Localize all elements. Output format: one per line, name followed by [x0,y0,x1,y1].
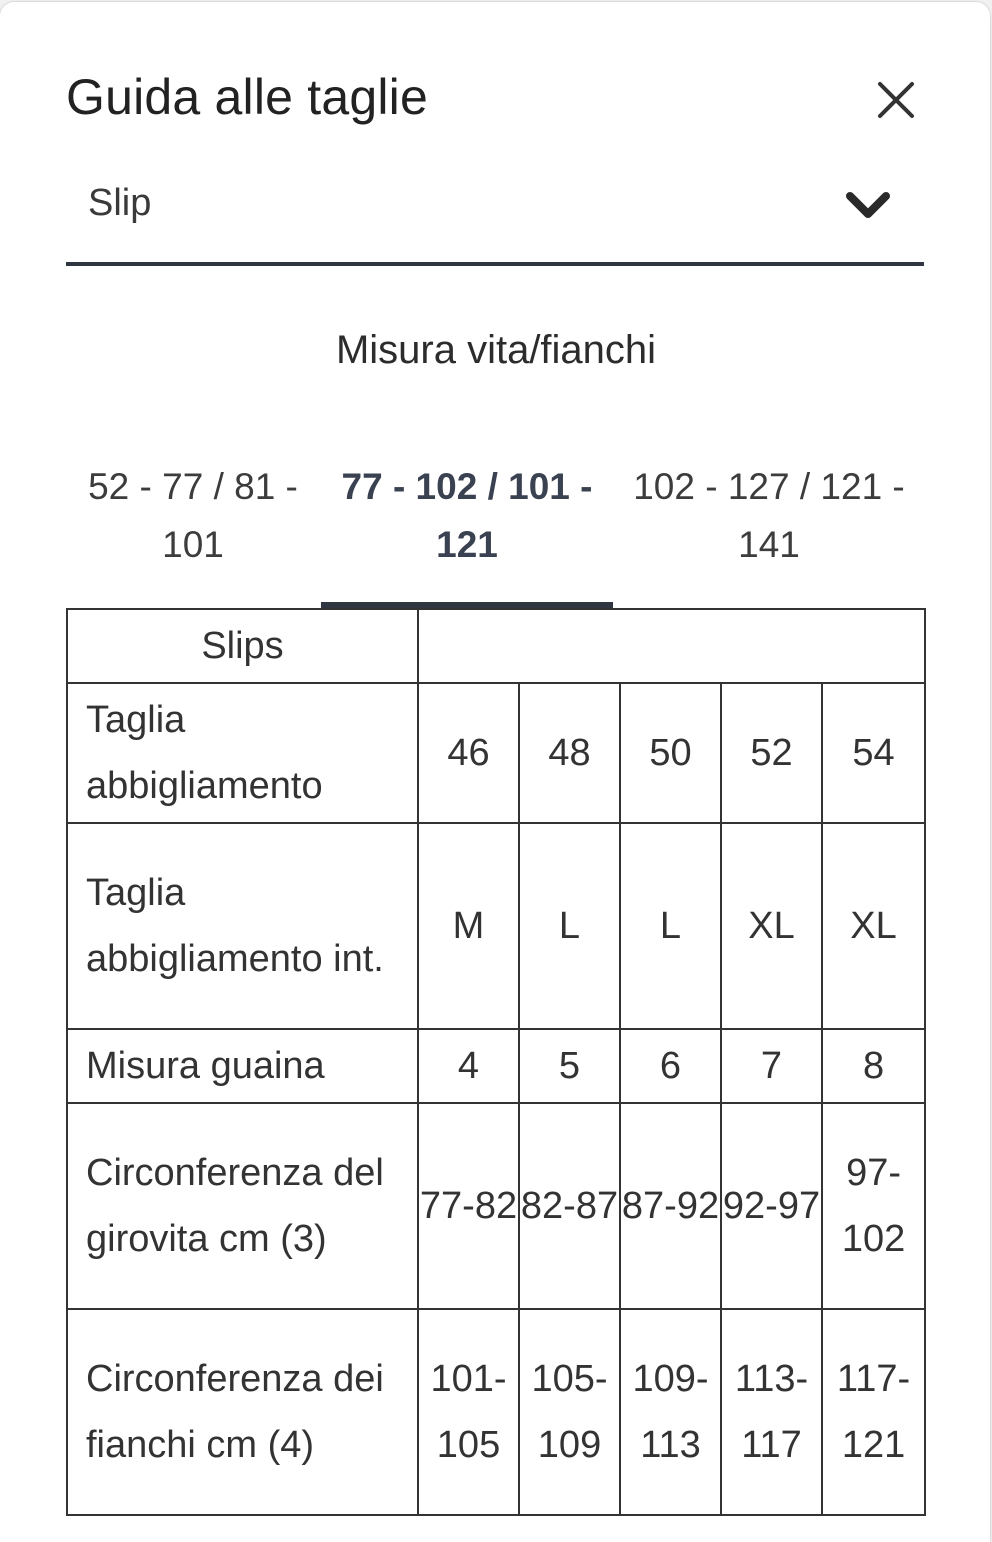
table-cell: 54 [822,683,925,823]
range-tab-2-line1: 77 - 102 / 101 - [341,466,593,507]
section-title: Misura vita/fianchi [335,328,657,372]
table-cell: 6 [620,1029,721,1103]
table-header-row [67,609,925,683]
category-select[interactable] [66,162,924,266]
table-cell: XL [822,823,925,1029]
range-tab-2-line2: 121 [436,524,498,565]
table-header-label: Slips [67,609,418,683]
table-cell: 105-109 [519,1309,620,1515]
row-label: Circonferenza dei fianchi cm (4) [67,1309,418,1515]
table-cell: XL [721,823,822,1029]
table-row [67,1309,925,1515]
table-cell: 97-102 [822,1103,925,1309]
table-cell: 48 [519,683,620,823]
close-button[interactable] [870,74,922,126]
category-select-value: Slip [88,182,152,224]
close-icon [870,74,922,126]
table-cell: 109-113 [620,1309,721,1515]
row-label: Taglia abbigliamento [67,683,418,823]
table-row [67,1029,925,1103]
range-tab-3[interactable] [612,458,926,574]
size-table [66,608,926,1516]
table-cell: 5 [519,1029,620,1103]
chevron-down-icon [844,188,892,224]
table-cell: 8 [822,1029,925,1103]
table-cell: 92-97 [721,1103,822,1309]
table-header-empty [418,609,925,683]
row-label: Taglia abbigliamento int. [67,823,418,1029]
range-tab-1-line1: 52 - 77 / 81 - [88,466,298,507]
row-label: Circonferenza del girovita cm (3) [67,1103,418,1309]
table-cell: 46 [418,683,519,823]
table-row [67,1103,925,1309]
table-cell: M [418,823,519,1029]
range-tab-3-line1: 102 - 127 / 121 - [633,466,905,507]
row-label: Misura guaina [67,1029,418,1103]
range-tab-1[interactable] [70,458,316,574]
table-cell: 7 [721,1029,822,1103]
table-cell: 4 [418,1029,519,1103]
table-cell: 50 [620,683,721,823]
table-cell: 82-87 [519,1103,620,1309]
range-tab-3-line2: 141 [738,524,800,565]
table-cell: L [519,823,620,1029]
table-cell: 52 [721,683,822,823]
range-tab-1-line2: 101 [162,524,224,565]
table-cell: 87-92 [620,1103,721,1309]
table-row [67,823,925,1029]
size-guide-modal [0,2,990,1542]
table-cell: 113-117 [721,1309,822,1515]
range-tab-2[interactable] [322,458,612,574]
table-row [67,683,925,823]
table-cell: 101-105 [418,1309,519,1515]
table-cell: 117-121 [822,1309,925,1515]
modal-title: Guida alle taglie [66,69,428,125]
table-cell: 77-82 [418,1103,519,1309]
table-cell: L [620,823,721,1029]
